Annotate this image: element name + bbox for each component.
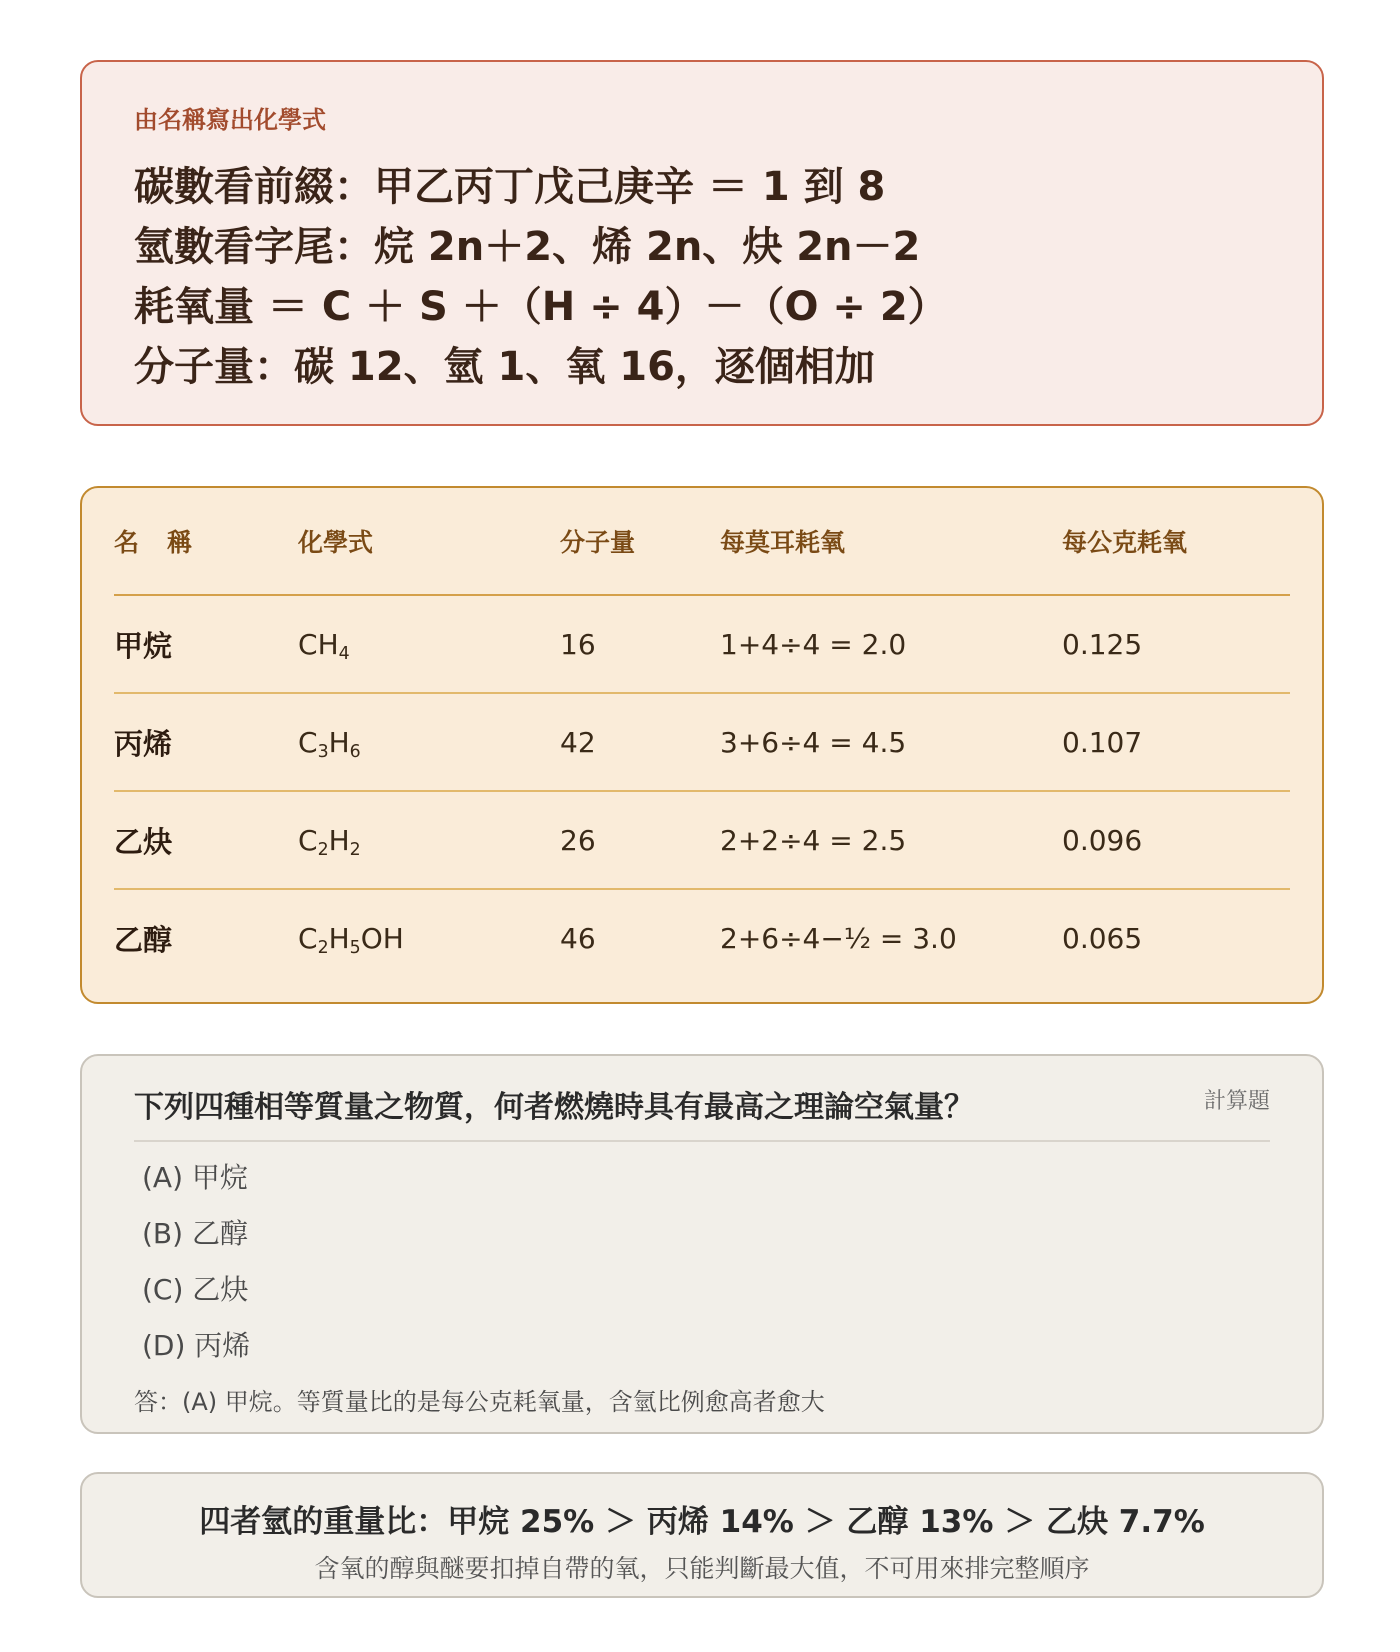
- header-formula: 化學式: [298, 528, 374, 557]
- chemical-formula: $C_2H_5OH$: [298, 921, 404, 958]
- compound-name: 乙醇: [114, 922, 173, 957]
- table-row: [114, 890, 1290, 986]
- molecular-weight: 42: [560, 725, 596, 759]
- compound-name: 甲烷: [114, 628, 173, 663]
- rule-line: 耗氧量 ＝ C ＋ S ＋（H ÷ 4）－（O ÷ 2）: [134, 284, 948, 330]
- question-header: [134, 1082, 1270, 1142]
- rules-kicker: 由名稱寫出化學式: [134, 106, 326, 134]
- option-c[interactable]: (C) 乙炔: [142, 1273, 249, 1306]
- option-d[interactable]: (D) 丙烯: [142, 1329, 251, 1362]
- question-text: 下列四種相等質量之物質，何者燃燒時具有最高之理論空氣量？: [134, 1090, 974, 1125]
- oxygen-table-card: [80, 486, 1324, 1004]
- chemical-formula: $C_2H_2$: [298, 823, 361, 860]
- summary-main: 四者氫的重量比：甲烷 25% ＞ 丙烯 14% ＞ 乙醇 13% ＞ 乙炔 7.7%: [199, 1504, 1205, 1540]
- oxygen-per-gram: 0.065: [1062, 921, 1143, 955]
- answer-explanation: 答：(A) 甲烷。等質量比的是每公克耗氧量，含氫比例愈高者愈大: [134, 1388, 825, 1416]
- oxygen-per-mol: 3+6÷4 = 4.5: [720, 725, 907, 759]
- rule-line: 氫數看字尾：烷 2n＋2、烯 2n、炔 2n－2: [134, 224, 921, 270]
- option-list: [142, 1150, 1270, 1374]
- molecular-weight: 46: [560, 921, 596, 955]
- table-row: [114, 596, 1290, 694]
- oxygen-per-gram: 0.107: [1062, 725, 1143, 759]
- chemical-formula: $C_3H_6$: [298, 725, 361, 762]
- molecular-weight: 26: [560, 823, 596, 857]
- chemical-formula: $CH_4$: [298, 627, 350, 664]
- option-b[interactable]: (B) 乙醇: [142, 1217, 248, 1250]
- oxygen-per-mol: 1+4÷4 = 2.0: [720, 627, 907, 661]
- oxygen-per-gram: 0.125: [1062, 627, 1143, 661]
- table-row: [114, 694, 1290, 792]
- compound-name: 乙炔: [114, 824, 173, 859]
- table-row: [114, 792, 1290, 890]
- rule-line: 碳數看前綴：甲乙丙丁戊己庚辛 ＝ 1 到 8: [134, 164, 886, 210]
- header-oxygen-per-mol: 每莫耳耗氧: [720, 528, 846, 557]
- summary-card: [80, 1472, 1324, 1598]
- oxygen-per-mol: 2+6÷4−½ = 3.0: [720, 921, 957, 955]
- header-oxygen-per-gram: 每公克耗氧: [1062, 528, 1188, 557]
- oxygen-per-mol: 2+2÷4 = 2.5: [720, 823, 907, 857]
- option-a[interactable]: (A) 甲烷: [142, 1161, 248, 1194]
- compound-name: 丙烯: [114, 726, 173, 761]
- header-name: 名 稱: [114, 528, 193, 557]
- header-molecular-weight: 分子量: [560, 528, 636, 557]
- molecular-weight: 16: [560, 627, 596, 661]
- rule-line: 分子量：碳 12、氫 1、氧 16，逐個相加: [134, 344, 875, 390]
- table-header-row: [114, 488, 1290, 596]
- oxygen-per-gram: 0.096: [1062, 823, 1143, 857]
- summary-note: 含氧的醇與醚要扣掉自帶的氧，只能判斷最大值，不可用來排完整順序: [314, 1554, 1090, 1583]
- rules-card: [80, 60, 1324, 426]
- question-type-tag: 計算題: [1203, 1089, 1270, 1114]
- question-card: [80, 1054, 1324, 1434]
